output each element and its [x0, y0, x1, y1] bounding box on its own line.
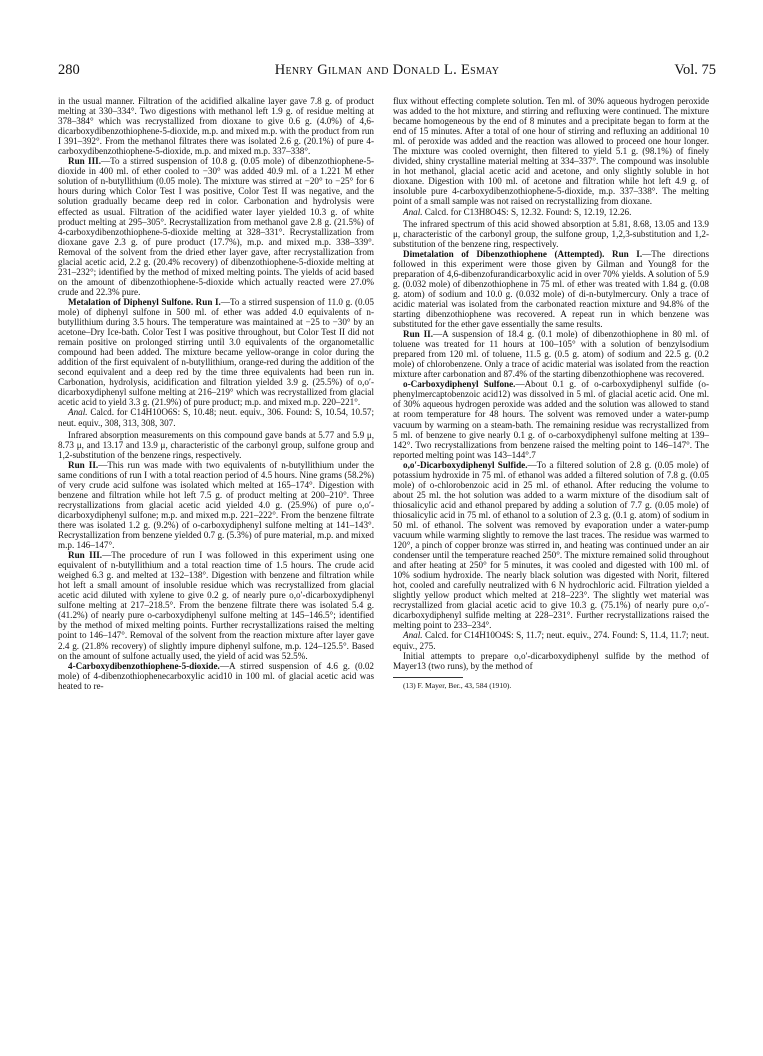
anal-label: Anal. [403, 630, 423, 641]
page-number: 280 [58, 62, 80, 78]
paragraph [393, 379, 709, 459]
paragraph-text: —About 0.1 g. of o-carboxydiphenyl sulfide (o-phenylmercaptobenzoic acid12) was dissolved in 5 ml. of glacial acetic acid. One ml. of 30% aqueous hydrogen peroxide was added and the solution was allowed to stand at room temperature for 48 hours. The solvent was removed under a water-pump vacuum by warming on a steam-bath. The remaining residue was recrystallized from 5 ml. of benzene to give nearly 0.1 g. of o-carboxydiphenyl sulfone melting at 139–142°. Two recrystallizations from benzene raised the melting point to 146–147°. The reported melting point was 143–144°.7 [393, 379, 709, 460]
section-heading: o-Carboxydiphenyl Sulfone. [403, 379, 516, 390]
run-heading: Run III. [68, 550, 103, 561]
paragraph-text: —To a filtered solution of 2.8 g. (0.05 mole) of potassium hydroxide in 75 ml. of ethanol was added a filtered solution of 7.8 g. (0.05 mole) of o-chlorobenzoic acid in 25 ml. of ethanol. After reducing the volume to about 25 ml. the hot solution was added to a warm mixture of the disodium salt of thiosalicylic acid and ethanol prepared by adding a solution of 7.7 g. (0.05 mole) of thiosalicylic acid in 75 ml. of ethanol to a solution of 2.3 g. (0.1 g. atom) of sodium in 50 ml. of ethanol. The solvent was removed by evaporation under a water-pump vacuum while warming slightly to remove the last traces. The residue was warmed to 120°, a pinch of copper bronze was stirred in, and heating was continued under an air condenser until the temperature reached 250°. The mixture remained solid throughout and after heating at 250° for 5 minutes, it was cooled and digested with 100 ml. of 10% sodium hydroxide. The nearly black solution was digested with Norit, filtered hot, cooled and carefully neutralized with 6 N hydrochloric acid. Filtration yielded a slightly yellow product which melted at 218–223°. The slightly wet material was recrystallized from glacial acetic acid to give 10.3 g. (75.1%) of nearly pure o,o′-dicarboxydiphenyl sulfide melting at 228–231°. Further recrystallizations raised the melting point to 233–234°. [393, 459, 710, 631]
run-heading: Run II. [403, 329, 433, 340]
paragraph [58, 297, 374, 408]
running-header [58, 62, 716, 84]
anal-label: Anal. [68, 407, 88, 418]
paragraph-text: —The directions followed in this experiment were those given by Gilman and Young8 for the preparation of 4,6-dibenzofurandicarboxylic acid in over 70% yields. A solution of 5.9 g. (0.032 mole) of dibenzothiophene in 75 ml. of ether was treated with 1.84 g. (0.08 g. atom) of sodium and 10.0 g. (0.032 mole) of di-n-butylmercury. Only a trace of acidic material was isolated from the carbonated reaction mixture and 94.8% of the starting dibenzothiophene was recovered. A repeat run in which benzene was substituted for the ether gave essentially the same results. [393, 248, 710, 330]
paragraph: The infrared spectrum of this acid showed absorption at 5.81, 8.68, 13.05 and 13.9 μ, characteristic of the carbonyl group, the sulfone group, 1,2,3-substitution and 1,2-substitution of the benzene ring, respectively. [393, 218, 709, 249]
analysis-line [393, 630, 709, 650]
analysis-line [393, 207, 709, 217]
section-heading: Dimetalation of Dibenzothiophene (Attempted). Run I. [403, 248, 643, 259]
paragraph-text: —This run was made with two equivalents of n-butyllithium under the same conditions of run I with a total reaction period of 4.5 hours. Nine grams (58.2%) of very crude acid sulfone was isolated which melted at 165–174°. Digestion with benzene and filtration while hot left 7.5 g. of product melting at 200–210°. Three recrystallizations from glacial acetic acid yielded 4.0 g. (25.9%) of pure o,o′-dicarboxydiphenyl sulfone; m.p. and mixed m.p. 221–222°. From the benzene filtrate there was isolated 1.2 g. (9.2%) of o-carboxydiphenyl sulfone melting at 141–143°. Recrystallization from benzene yielded 0.7 g. (5.3%) of pure material, m.p. and mixed m.p. 146–147°. [58, 459, 374, 551]
run-heading: Run II. [68, 459, 99, 470]
section-heading: 4-Carboxydibenzothiophene-5-dioxide. [68, 660, 220, 671]
volume-label: Vol. 75 [674, 62, 716, 78]
left-column [58, 96, 374, 691]
paragraph: Initial attempts to prepare o,o′-dicarboxydiphenyl sulfide by the method of Mayer13 (two runs), by the method of [393, 650, 709, 671]
paragraph-text: —To a stirred suspension of 11.0 g. (0.05 mole) of diphenyl sulfone in 500 ml. of ether was added 4.0 equivalents of n-butyllithium during 3.5 hours. The temperature was maintained at −25 to −30° by an acetone–Dry Ice-bath. Color Test I was positive throughout, but Color Test II did not remain positive on prolonged stirring until 3.0 equivalents of the organometallic compound had been added. The mixture became yellow-orange in color during the addition of the first equivalent of n-butyllithium, orange-red during the addition of the second equivalent and a deep red by the time three equivalents had been run in. Carbonation, hydrolysis, acidification and filtration yielded 3.9 g. (25.5%) of o,o′-dicarboxydiphenyl sulfone melting at 216–219° which was recrystallized from glacial acetic acid to yield 3.3 g. (21.9%) of pure product; m.p. and mixed m.p. 220–221°. [58, 296, 374, 408]
anal-label: Anal. [403, 206, 423, 217]
run-heading: Run III. [68, 156, 101, 167]
analysis-text: Calcd. for C14H10O4S: S, 11.7; neut. equiv., 274. Found: S, 11.4, 11.7; neut. equiv., 275. [393, 630, 709, 651]
analysis-text: Calcd. for C14H10O6S: S, 10.48; neut. equiv., 306. Found: S, 10.54, 10.57; neut. equiv., 308, 313, 308, 307. [58, 407, 374, 428]
paragraph: flux without effecting complete solution. Ten ml. of 30% aqueous hydrogen peroxide was added to the hot mixture, and stirring and refluxing were continued. The mixture became homogeneous by the end of 8 minutes and a precipitate began to form at the end of 15 minutes. After a total of one hour of stirring and refluxing an additional 10 ml. of peroxide was added and the reaction was allowed to proceed one hour longer. The mixture was cooled overnight, then filtered to yield 5.1 g. (98.1%) of finely divided, shiny crystalline material melting at 334–337°. The compound was insoluble in hot methanol, glacial acetic acid and acetone, and only slightly soluble in hot dioxane. Digestion with 100 ml. of acetone and filtration while hot left 4.9 g. of insoluble pure 4-carboxydibenzothiophene-5-dioxide, m.p. 337–338°. The melting point of a small sample was not raised on recrystallizing from dioxane. [393, 96, 709, 207]
footnote-divider [393, 677, 463, 678]
paragraph [58, 460, 374, 550]
section-heading: o,o′-Dicarboxydiphenyl Sulfide. [403, 459, 528, 470]
right-column [393, 96, 709, 690]
paragraph-text: —A suspension of 18.4 g. (0.1 mole) of dibenzothiophene in 80 ml. of toluene was treated for 11 hours at 100–105° with a solution of benzylsodium prepared from 120 ml. of toluene, 11.5 g. (0.5 g. atom) of sodium and 22.5 g. (0.2 mole) of chlorobenzene. Only a trace of acidic material was isolated from the reaction mixture after carbonation and 87.4% of the starting dibenzothiophene was recovered. [393, 329, 709, 380]
footnote: (13) F. Mayer, Ber., 43, 584 (1910). [403, 680, 512, 690]
paragraph: in the usual manner. Filtration of the acidified alkaline layer gave 7.8 g. of product melting at 330–334°. Two digestions with methanol left 1.9 g. of residue melting at 378–384° which was recrystallized from dioxane to give 0.6 g. (4.0%) of 4,6-dicarboxydibenzothiophene-5-dioxide, m.p. and mixed m.p. with the product from run I 391–392°. From the methanol filtrates there was isolated 2.6 g. (20.1%) of pure 4-carboxydibenzothiophene-5-dioxide, m.p. and mixed m.p. 337–338°. [58, 96, 374, 157]
paragraph [393, 460, 709, 631]
paragraph [58, 156, 374, 297]
paragraph-text: —To a stirred suspension of 10.8 g. (0.05 mole) of dibenzothiophene-5-dioxide in 400 ml. of ether cooled to −30° was added 40.9 ml. of a 1.221 M ether solution of n-butyllithium (0.05 mole). The mixture was stirred at −20° to −25° for 6 hours during which Color Test I was positive, Color Test II was negative, and the solution gradually became deep red in color. Carbonation and hydrolysis were effected as usual. Filtration of the acidified water layer yielded 10.3 g. of white product melting at 295–305°. Recrystallization from methanol gave 2.8 g. (21.5%) of 4-carboxydibenzothiophene-5-dioxide melting at 328–331°. Recrystallization from dioxane gave 2.3 g. of pure product (17.7%), m.p. and mixed m.p. 338–339°. Removal of the solvent from the dried ether layer gave, after recrystallization from glacial acetic acid, 2.2 g. (20.4% recovery) of dibenzothiophene-5-dioxide melting at 231–232°; identified by the method of mixed melting points. The yields of acid based on the amount of dibenzothiophene-5-dioxide which actually reacted were 27.0% crude and 22.3% pure. [58, 156, 374, 297]
paragraph [58, 550, 374, 661]
paragraph [58, 661, 374, 691]
analysis-line [58, 407, 374, 427]
section-heading: Metalation of Diphenyl Sulfone. Run I. [68, 296, 221, 307]
analysis-text: Calcd. for C13H8O4S: S, 12.32. Found: S, 12.19, 12.26. [422, 206, 632, 217]
paragraph-text: —A stirred suspension of 4.6 g. (0.02 mole) of 4-dibenzothiophenecarboxylic acid10 in 100 ml. of glacial acetic acid was heated to re- [58, 660, 374, 691]
running-title: Henry Gilman and Donald L. Esmay [274, 62, 500, 78]
paragraph: Infrared absorption measurements on this compound gave bands at 5.77 and 5.9 μ, 8.73 μ, and 13.17 and 13.9 μ, characteristic of the carbonyl group, sulfone group and 1,2-substitution of the benzene rings, respectively. [58, 429, 374, 460]
paragraph-text: —The procedure of run I was followed in this experiment using one equivalent of n-butyllithium and a total reaction time of 1.5 hours. The crude acid weighed 6.3 g. and melted at 132–138°. Digestion with benzene and filtration while hot left a small amount of insoluble residue which was recrystallized from glacial acetic acid diluted with xylene to give 0.2 g. of nearly pure o,o′-dicarboxydiphenyl sulfone melting at 217–218.5°. From the benzene filtrate there was isolated 5.4 g. (41.2%) of nearly pure o-carboxydiphenyl sulfone melting at 145–146.5°; identified by the method of mixed melting points. Further recrystallizations raised the melting point to 146–147°. Removal of the solvent from the reaction mixture after layer gave 2.4 g. (21.8% recovery) of slightly impure diphenyl sulfone, m.p. 124–125.5°. Based on the amount of sulfone actually used, the yield of acid was 52.5%. [58, 550, 374, 661]
paragraph [393, 249, 709, 329]
paragraph [393, 329, 709, 379]
